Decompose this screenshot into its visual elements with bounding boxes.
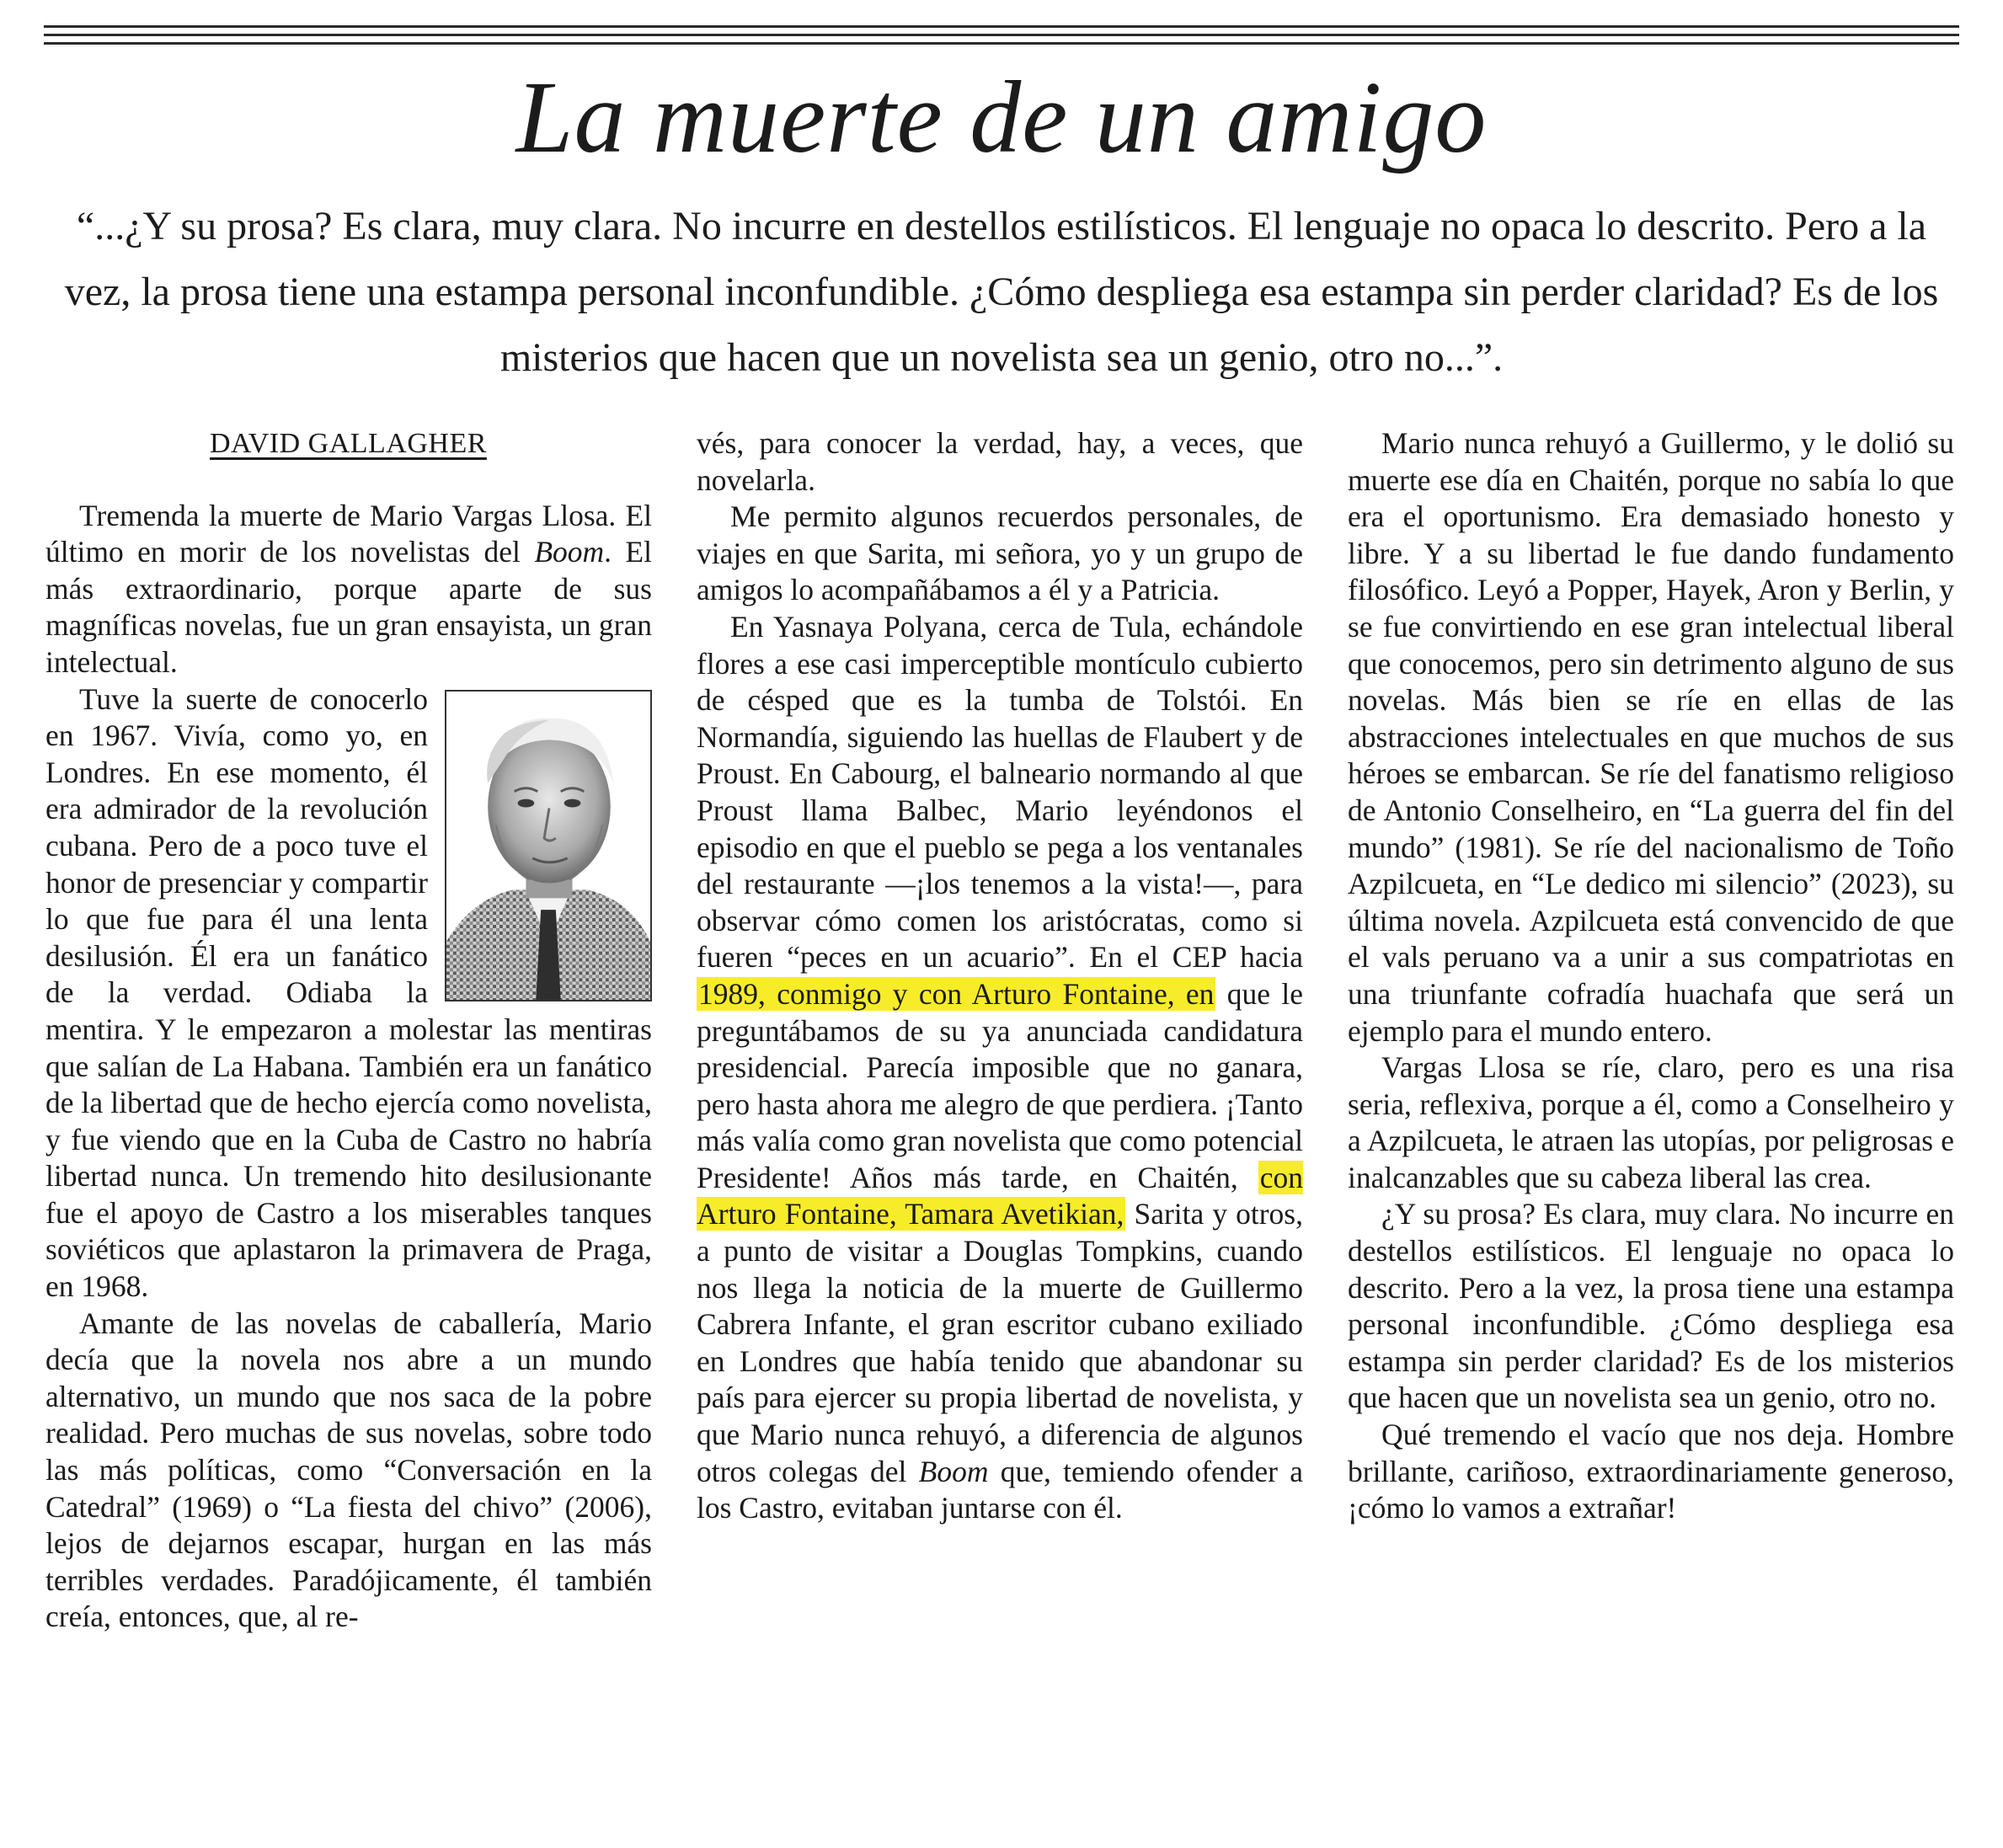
top-rule-1 bbox=[44, 25, 1959, 28]
highlight-2: con Arturo Fontaine, Tamara Avetikian, bbox=[697, 1160, 1303, 1231]
top-rule-3 bbox=[44, 42, 1959, 45]
column-2 bbox=[697, 425, 1303, 1527]
col2-paragraph-2: En Yasnaya Polyana, cerca de Tula, echándole flores a ese casi imperceptible montículo cubierto de césped que es la tumba de Tolstói. En Normandía, siguiendo las huellas de Flaubert y de Proust. En Cabourg, el balneario normando al que Proust llama Balbec, Mario leyéndonos el episodio en que el pueblo se pega a los ventanales del restaurante —¡los tenemos a la vista!—, para observar cómo comen los aristócratas, como si fueren “peces en un acuario”. En el CEP hacia 1989, conmigo y con Arturo Fontaine, en que le preguntábamos de su ya anunciada candidatura presidencial. Parecía imposible que no ganara, pero hasta ahora me alegro de que perdiera. ¡Tanto más valía como gran novelista que como potencial Presidente! Años más tarde, en Chaitén, con Arturo Fontaine, Tamara Avetikian, Sarita y otros, a punto de visitar a Douglas Tompkins, cuando nos llega la noticia de la muerte de Guillermo Cabrera Infante, el gran escritor cubano exiliado en Londres que había tenido que abandonar su país para ejercer su propia libertad de novelista, y que Mario nunca rehuyó, a diferencia de algunos otros colegas del Boom que, temiendo ofender a los Castro, evitaban juntarse con él. bbox=[697, 609, 1303, 1525]
byline-text: DAVID GALLAGHER bbox=[210, 428, 487, 459]
author-photo bbox=[445, 690, 652, 1001]
col1-paragraph-1: Tremenda la muerte de Mario Vargas Llosa. El último en morir de los novelistas del Boom. El más extraordinario, porque aparte de sus magníficas novelas, fue un gran ensayista, un gran intelectual. bbox=[45, 498, 652, 679]
pull-quote: “...¿Y su prosa? Es clara, muy clara. No incurre en destellos estilísticos. El lenguaje no opaca lo descrito. Pero a la vez, la prosa tiene una estampa personal inconfundible. ¿Cómo despliega esa estampa sin perder claridad? Es de los misterios que hacen que un novelista sea un genio, otro no...”. bbox=[64, 204, 1939, 380]
col3-paragraph-2: Vargas Llosa se ríe, claro, pero es una risa seria, reflexiva, porque a él, como a Conselheiro y a Azpilcueta, le atraen las utopías, por peligrosas e inalcanzables que su cabeza liberal las crea. bbox=[1348, 1050, 1954, 1194]
highlight-1: 1989, conmigo y con Arturo Fontaine, en bbox=[698, 976, 1215, 1011]
column-1 bbox=[45, 425, 652, 1636]
top-rule-2 bbox=[44, 34, 1959, 36]
portrait-image bbox=[446, 692, 650, 1000]
byline bbox=[45, 425, 652, 462]
article-title: La muerte de un amigo bbox=[515, 61, 1488, 174]
col3-paragraph-3: ¿Y su prosa? Es clara, muy clara. No incurre en destellos estilísticos. El lenguaje no opaca lo descrito. Pero a la vez, la prosa tiene una estampa personal inconfundible. ¿Cómo despliega esa estampa sin perder claridad? Es de los misterios que hacen que un novelista sea un genio, otro no. bbox=[1348, 1197, 1954, 1415]
column-3 bbox=[1348, 425, 1954, 1527]
col2-paragraph-1: Me permito algunos recuerdos personales, de viajes en que Sarita, mi señora, yo y un grupo de amigos lo acompañábamos a él y a Patricia. bbox=[697, 499, 1303, 607]
col1-paragraph-3: Amante de las novelas de caballería, Mario decía que la novela nos abre a un mundo alternativo, un mundo que nos saca de la pobre realidad. Pero muchas de sus novelas, sobre todo las más políticas, como “Conversación en la Catedral” (1969) o “La fiesta del chivo” (2006), lejos de dejarnos escapar, hurgan en las más terribles verdades. Paradójicamente, él también creía, entonces, que, al re- bbox=[45, 1306, 652, 1634]
col3-paragraph-1: Mario nunca rehuyó a Guillermo, y le dolió su muerte ese día en Chaitén, porque no sabía lo que era el oportunismo. Era demasiado honesto y libre. Y a su libertad le fue dando fundamento filosófico. Leyó a Popper, Hayek, Aron y Berlin, y se fue convirtiendo en ese gran intelectual liberal que conocemos, pero sin detrimento alguno de sus novelas. Más bien se ríe en ellas de las abstracciones intelectuales en que muchos de sus héroes se embarcan. Se ríe del fanatismo religioso de Antonio Conselheiro, en “La guerra del fin del mundo” (1981). Se ríe del nacionalismo de Toño Azpilcueta, en “Le dedico mi silencio” (2023), su última novela. Azpilcueta está convencido de que el vals peruano va a unir a sus compatriotas en una triunfante cofradía huachafa que será un ejemplo para el mundo entero. bbox=[1348, 426, 1954, 1048]
col2-paragraph-continued: vés, para conocer la verdad, hay, a veces, que novelarla. bbox=[697, 426, 1303, 497]
col3-paragraph-4: Qué tremendo el vacío que nos deja. Hombre brillante, cariñoso, extraordinariamente generoso, ¡cómo lo vamos a extrañar! bbox=[1348, 1418, 1954, 1525]
col1-paragraph-2: Tuve la suerte de conocerlo en 1967. Vivía, como yo, en Londres. En ese momento, él era admirador de la revolución cubana. Pero de a poco tuve el honor de presenciar y compartir lo que fue para él una lenta desilusión. Él era un fanático de la verdad. Odiaba la mentira. Y le empezaron a molestar las mentiras que salían de La Habana. También era un fanático de la libertad que de hecho ejercía como novelista, y fue viendo que en la Cuba de Castro no habría libertad nunca. Un tremendo hito desilusionante fue el apoyo de Castro a los miserables tanques soviéticos que aplastaron la primavera de Praga, en 1968. bbox=[45, 681, 652, 1304]
